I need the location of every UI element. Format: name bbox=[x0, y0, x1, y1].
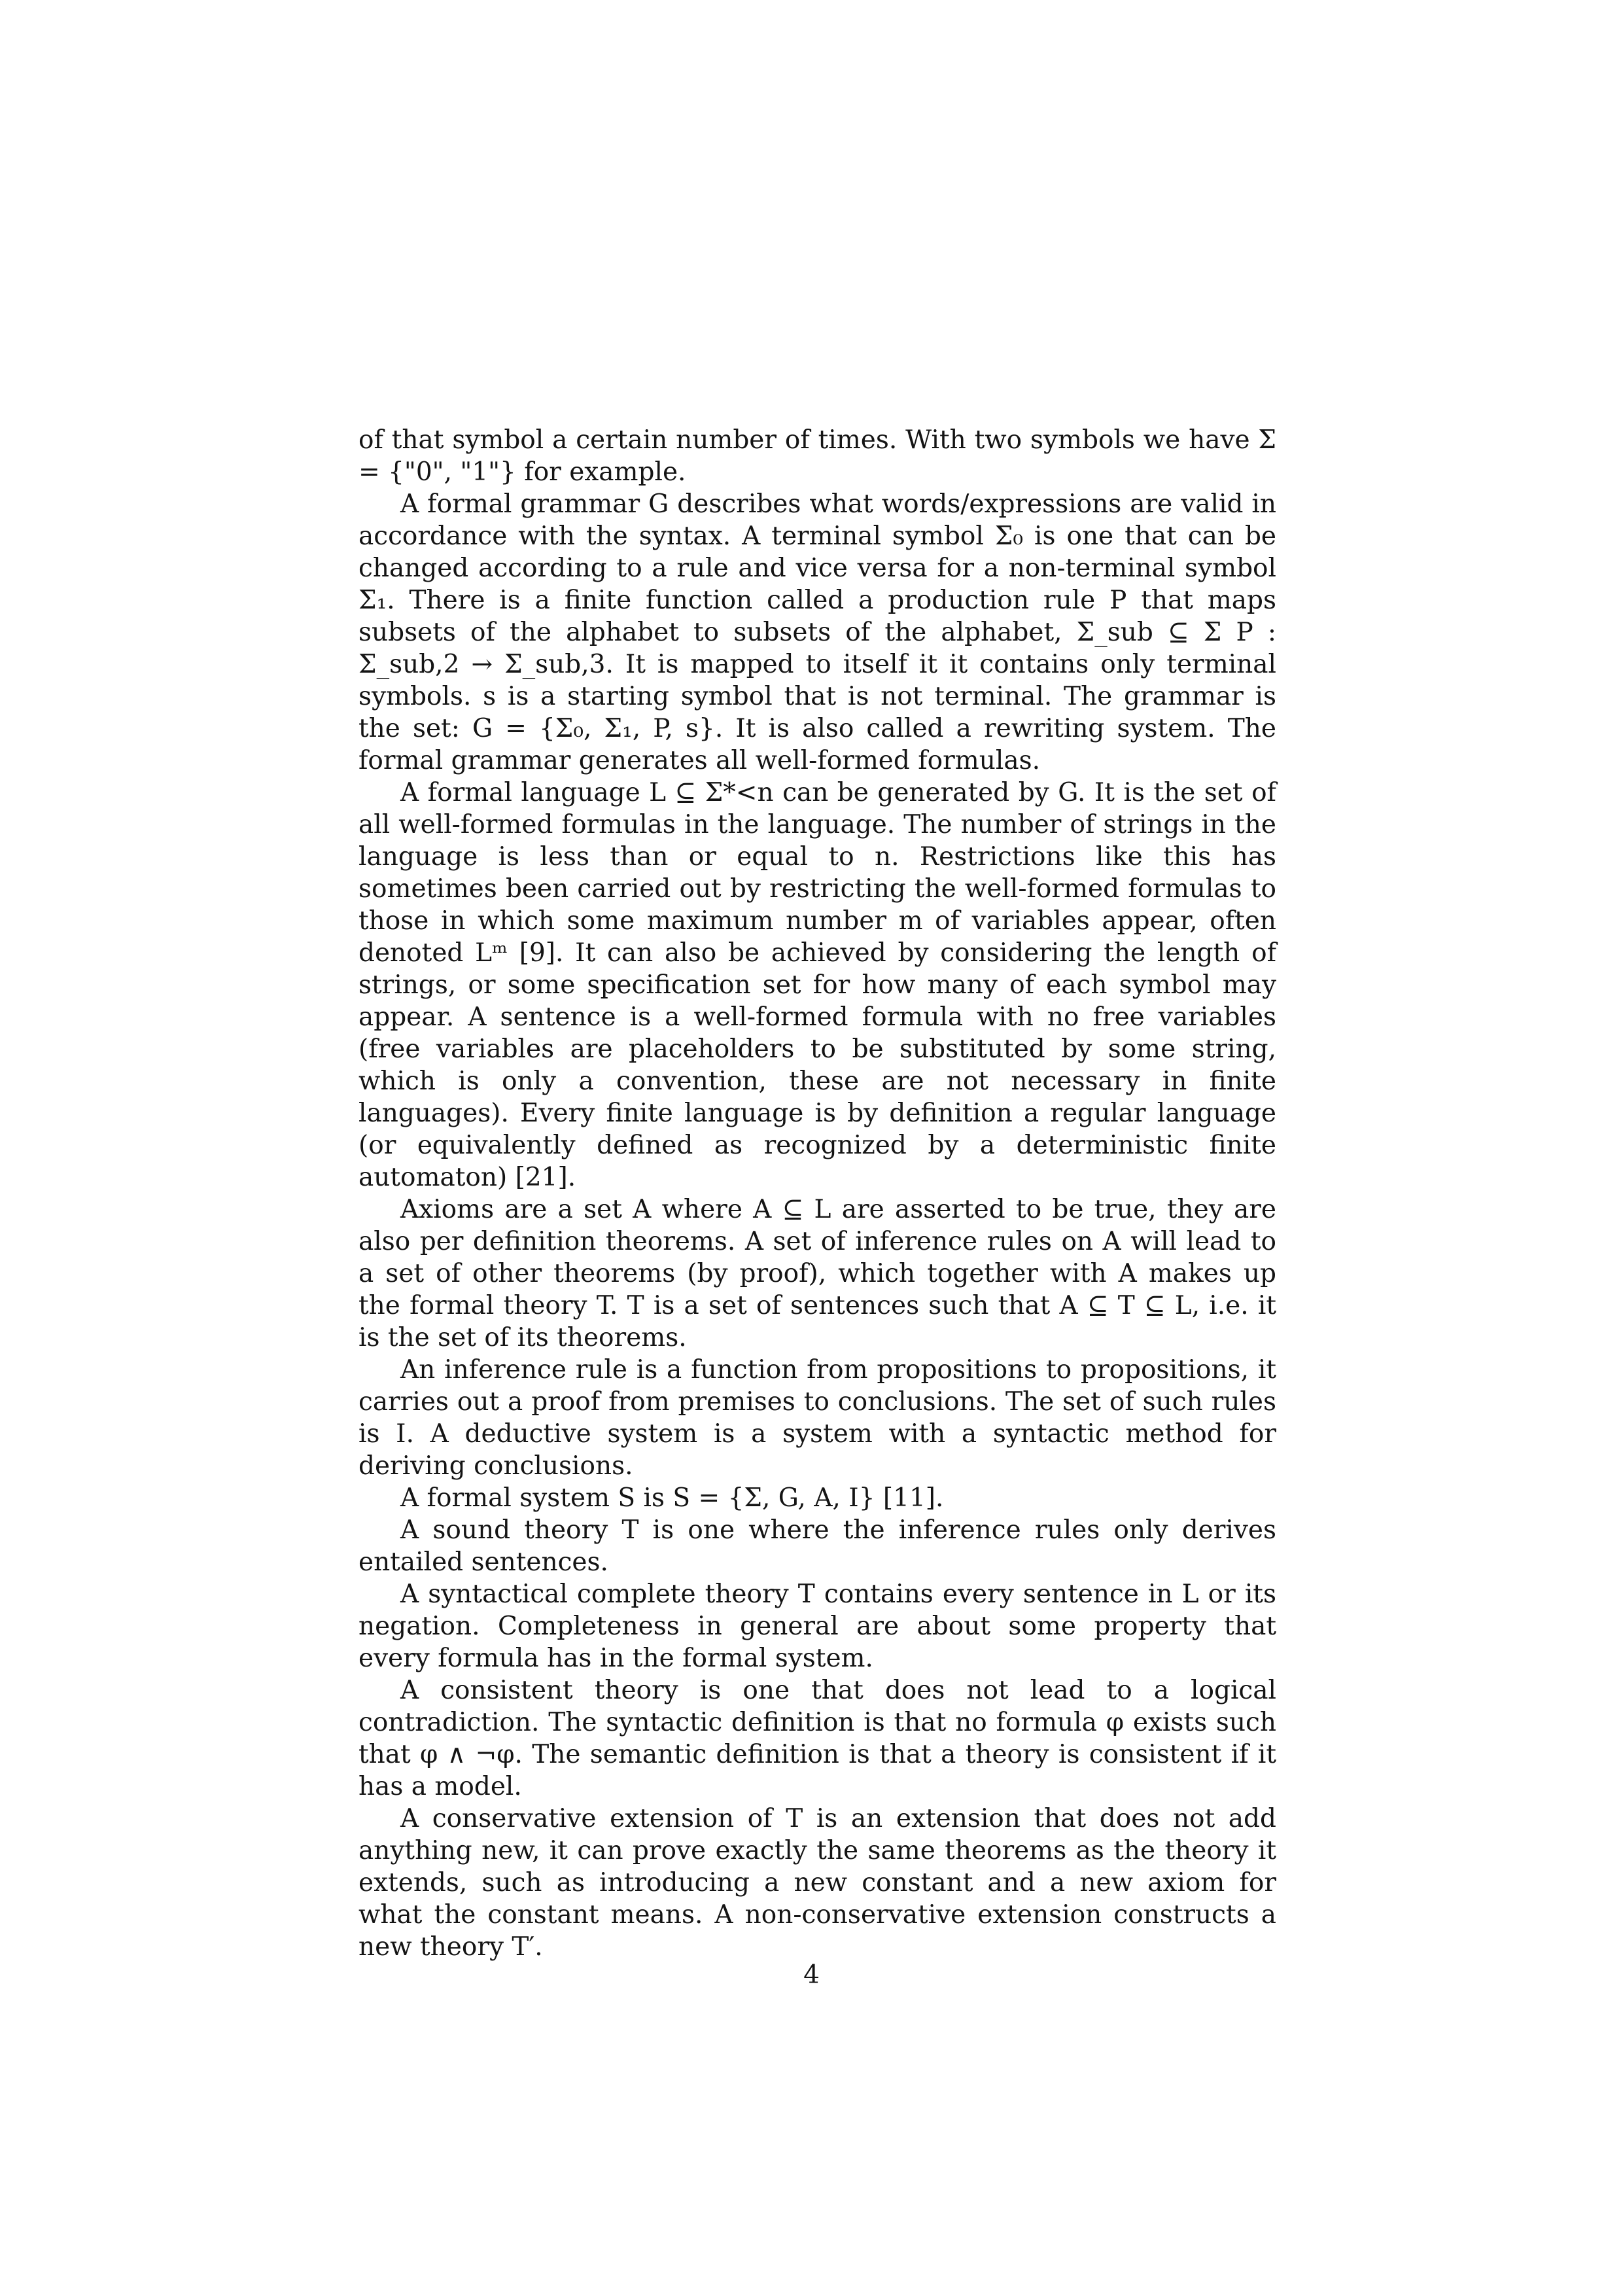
body-text bbox=[358, 424, 1276, 1963]
paragraph: A consistent theory is one that does not lead to a logical contradiction. The syntactic definition is that no formula φ exists such that φ ∧ ¬φ. The semantic definition is that a theory is consistent if it has a model. bbox=[358, 1676, 1276, 1801]
paragraph: A formal language L ⊆ Σ*<n can be generated by G. It is the set of all well-formed formulas in the language. The number of strings in the language is less than or equal to n. Restrictions like this has sometimes been carried out by restricting the well-formed formulas to those in which some maximum number m of variables appear, often denoted Lᵐ [9]. It can also be achieved by considering the length of strings, or some specification set for how many of each symbol may appear. A sentence is a well-formed formula with no free variables (free variables are placeholders to be substituted by some string, which is only a convention, these are not necessary in finite languages). Every finite language is by definition a regular language (or equivalently defined as recognized by a deterministic finite automaton) [21]. bbox=[358, 778, 1276, 1192]
paragraph: A syntactical complete theory T contains every sentence in L or its negation. Completeness in general are about some property that every formula has in the formal system. bbox=[358, 1580, 1276, 1673]
paragraph: A formal grammar G describes what words/expressions are valid in accordance with the syntax. A terminal symbol Σ₀ is one that can be changed according to a rule and vice versa for a non-terminal symbol Σ₁. There is a finite function called a production rule P that maps subsets of the alphabet to subsets of the alphabet, Σ_sub ⊆ Σ P : Σ_sub,2 → Σ_sub,3. It is mapped to itself it it contains only terminal symbols. s is a starting symbol that is not terminal. The grammar is the set: G = {Σ₀, Σ₁, P, s}. It is also called a rewriting system. The formal grammar generates all well-formed formulas. bbox=[358, 489, 1276, 775]
paragraph: An inference rule is a function from propositions to propositions, it carries out a proof from premises to conclusions. The set of such rules is I. A deductive system is a system with a syntactic method for deriving conclusions. bbox=[358, 1355, 1276, 1481]
paragraph: of that symbol a certain number of times. With two symbols we have Σ = {"0", "1"} for example. bbox=[358, 425, 1276, 487]
paragraph: Axioms are a set A where A ⊆ L are asserted to be true, they are also per definition theorems. A set of inference rules on A will lead to a set of other theorems (by proof), which together with A makes up the formal theory T. T is a set of sentences such that A ⊆ T ⊆ L, i.e. it is the set of its theorems. bbox=[358, 1195, 1276, 1352]
paragraph: A formal system S is S = {Σ, G, A, I} [11]. bbox=[400, 1483, 944, 1513]
page-number: 4 bbox=[803, 1960, 820, 1990]
paragraph: A sound theory T is one where the inference rules only derives entailed sentences. bbox=[358, 1515, 1276, 1577]
paragraph: A conservative extension of T is an extension that does not add anything new, it can prove exactly the same theorems as the theory it extends, such as introducing a new constant and a new axiom for what the constant means. A non-conservative extension constructs a new theory T′. bbox=[358, 1804, 1276, 1962]
